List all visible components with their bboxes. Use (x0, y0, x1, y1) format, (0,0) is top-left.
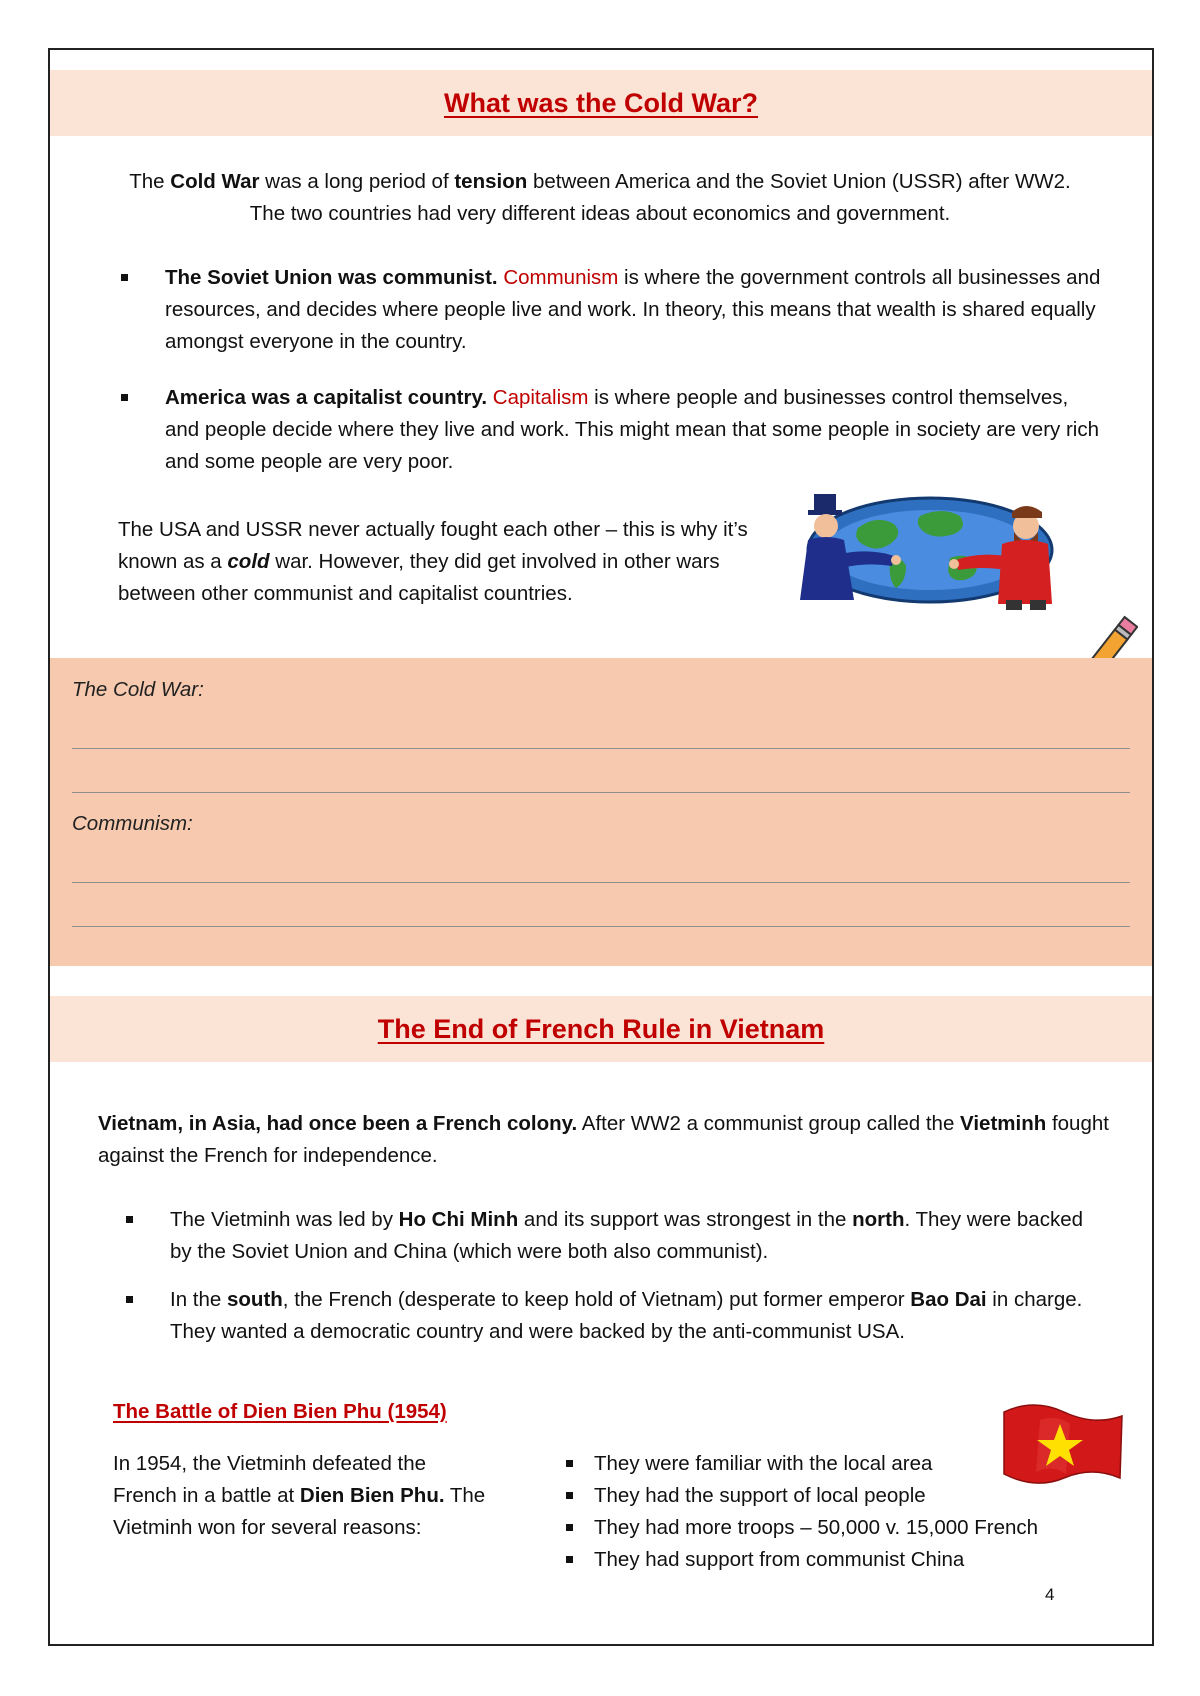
french-rule-header-band (50, 996, 1152, 1062)
ideology-list (121, 262, 1101, 478)
list-item: They had more troops – 50,000 v. 15,000 French (566, 1512, 1126, 1544)
list-item-soviet: The Soviet Union was communist. Communism is where the government controls all businesses and resources, and decides where people live and work. In theory, this means that wealth is shared equally amongst everyone in the country. (121, 262, 1101, 358)
french-rule-title: The End of French Rule in Vietnam (377, 1014, 825, 1044)
list-item-south: In the south, the French (desperate to keep hold of Vietnam) put former emperor Bao Dai in charge. They wanted a democratic country and were backed by the anti-communist USA. (126, 1284, 1106, 1348)
note-label-communism: Communism: (72, 812, 193, 835)
cold-war-title: What was the Cold War? (443, 88, 758, 118)
list-item: They had support from communist China (566, 1544, 1126, 1576)
page-number: 4 (1045, 1585, 1055, 1604)
writing-line[interactable] (72, 926, 1130, 927)
globe-argument-illustration (800, 488, 1060, 618)
notes-area (50, 658, 1152, 966)
cold-war-outro: The USA and USSR never actually fought each other – this is why it’s known as a cold war. However, they did get involved in other wars between other communist and capitalist countries. (118, 518, 748, 605)
vietnam-intro: Vietnam, in Asia, had once been a French colony. After WW2 a communist group called the Vietminh fought against the French for independence. (98, 1112, 1109, 1167)
note-label-cold-war: The Cold War: (72, 678, 204, 701)
list-item-north: The Vietminh was led by Ho Chi Minh and its support was strongest in the north. They were backed by the Soviet Union and China (which were both also communist). (126, 1204, 1106, 1268)
cold-war-intro: The Cold War was a long period of tension between America and the Soviet Union (USSR) after WW2. The two countries had very different ideas about economics and government. (129, 170, 1071, 225)
writing-line[interactable] (72, 792, 1130, 793)
list-item: They had the support of local people (566, 1480, 1126, 1512)
list-item: They were familiar with the local area (566, 1448, 1126, 1480)
vietnam-flag-icon (1000, 1398, 1124, 1488)
writing-line[interactable] (72, 882, 1130, 883)
vietnam-factions-list (126, 1204, 1106, 1348)
list-item-america: America was a capitalist country. Capitalism is where people and businesses control themselves, and people decide where they live and work. This might mean that some people in society are very rich and some people are very poor. (121, 382, 1101, 478)
cold-war-header-band (50, 70, 1152, 136)
battle-heading: The Battle of Dien Bien Phu (1954) (113, 1400, 447, 1423)
battle-paragraph: In 1954, the Vietminh defeated the French in a battle at Dien Bien Phu. The Vietminh won for several reasons: (113, 1452, 486, 1539)
writing-line[interactable] (72, 748, 1130, 749)
